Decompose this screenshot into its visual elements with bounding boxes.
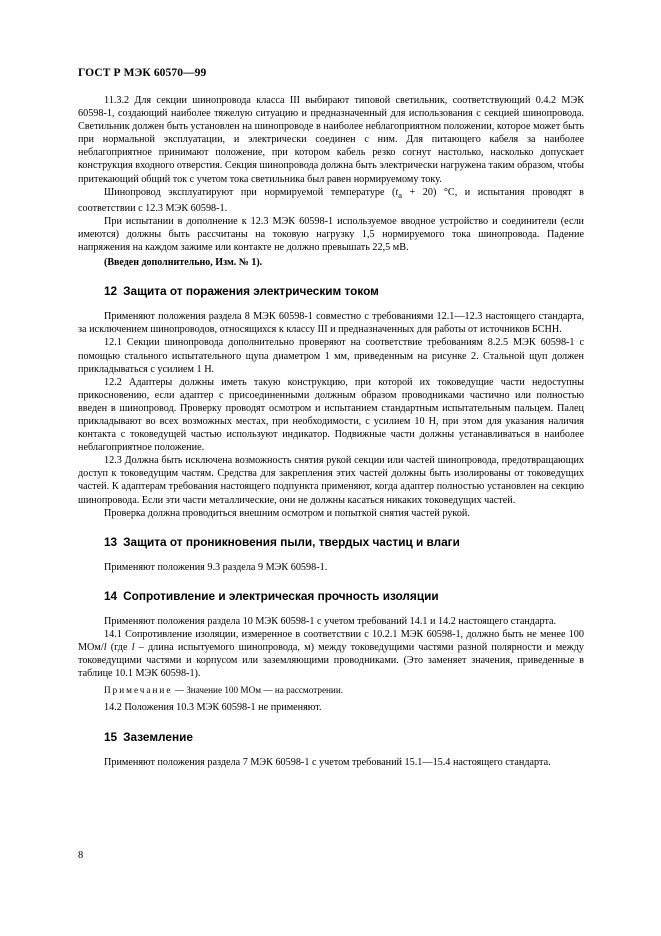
- paragraph-11-3-2-temperature: [78, 186, 584, 215]
- section-title: Защита от поражения электрическим током: [123, 284, 379, 299]
- variable-t: t: [395, 186, 399, 198]
- text-fragment: + 20) °С, и испытания проводят в соответствии с 12.3 МЭК 60598-1.: [78, 186, 584, 214]
- note-label: Примечание: [104, 685, 173, 696]
- section-title: Защита от проникновения пыли, твердых частиц и влаги: [123, 534, 460, 549]
- paragraph-12-3-check: Проверка должна проводиться внешним осмотром и попыткой снятия частей рукой.: [104, 507, 470, 519]
- paragraph-13: Применяют положения 9.3 раздела 9 МЭК 60598-1.: [104, 561, 328, 573]
- section-title: Сопротивление и электрическая прочность изоляции: [123, 588, 439, 603]
- variable-l: l: [131, 642, 135, 654]
- section-number: 15: [104, 729, 118, 744]
- page-number: 8: [78, 850, 84, 861]
- section-number: 13: [104, 534, 118, 549]
- paragraph-12-intro: Применяют положения раздела 8 МЭК 60598-1 совместно с требованиями 12.1—12.3 настоящего стандарта, за исключением шинопроводов, относящихся к классу III и предназначенных для работы от источников БСНН.: [78, 311, 584, 336]
- paragraph-12-3: 12.3 Должна быть исключена возможность снятия рукой секции или частей шинопровода, предотвращающих доступ к токоведущим частям. Средства для закрепления этих частей должны быть изолированы от токоведущих частей. К адаптерам требования настоящего подпункта применяют, когда адаптер полностью установлен на секцию шинопровода. Если эти части металлические, они не должны касаться никаких токоведущих частей.: [78, 455, 584, 506]
- paragraph-12-1: 12.1 Секции шинопровода дополнительно проверяют на соответствие требованиям 8.2.5 МЭК 60598-1 с помощью стального испытательного щупа диаметром 1 мм, приведенным на рисунке 2. Стальной щуп должен прикладываться с усилием 1 Н.: [78, 337, 584, 375]
- section-number: 14: [104, 588, 118, 603]
- paragraph-11-3-2-test: При испытании в дополнение к 12.3 МЭК 60598-1 используемое вводное устройство и соединители (если имеются) должны быть рассчитаны на токовую нагрузку 1,5 нормируемого тока шинопровода. Падение напряжения на каждом зажиме или контакте не должно превышать 22,5 мВ.: [78, 215, 584, 254]
- subscript-a: a: [398, 189, 402, 200]
- section-heading-13: [104, 535, 584, 549]
- text-fragment: Шинопровод эксплуатируют при нормируемой температуре (: [104, 186, 396, 198]
- amendment-note: (Введен дополнительно, Изм. № 1).: [104, 257, 263, 269]
- paragraph-14-1: [78, 628, 584, 680]
- note-text: — Значение 100 МОм — на рассмотрении.: [172, 685, 344, 696]
- section-title: Заземление: [123, 729, 193, 744]
- section-heading-14: [104, 589, 584, 603]
- text-fragment: (где: [106, 642, 132, 654]
- text-fragment: 14.1 Сопротивление изоляции, измеренное в соответствии с 10.2.1 МЭК 60598-1, должно быть не менее 100 МОм/: [78, 628, 584, 654]
- paragraph-14-2: 14.2 Положения 10.3 МЭК 60598-1 не применяют.: [104, 702, 322, 714]
- section-number: 12: [104, 284, 118, 299]
- section-heading-12: [104, 284, 584, 298]
- variable-l: l: [103, 642, 107, 654]
- paragraph-15: Применяют положения раздела 7 МЭК 60598-1 с учетом требований 15.1—15.4 настоящего стандарта.: [104, 756, 551, 768]
- paragraph-12-2: 12.2 Адаптеры должны иметь такую конструкцию, при которой их токоведущие части недоступны прикосновению, если адаптер с присоединенными должным образом проводниками частично или полностью введен в шинопровод. Проверку проводят осмотром и испытанием стандартным испытательным пальцем. Палец прикладывают во всех возможных местах, при необходимости, с усилием 10 Н, при этом для указания наличия контакта с токоведущей частью используют индикатор. Подвижные части должны устанавливаться в наиболее неблагоприятное положение.: [78, 376, 584, 454]
- text-fragment: – длина испытуемого шинопровода, м) между токоведущими частями разной полярности и между токоведущими частями и корпусом или заземляющими проводниками. (Это заменяет значения, приведенные в таблице 10.1 МЭК 60598-1).: [78, 642, 584, 680]
- paragraph-11-3-2: 11.3.2 Для секции шинопровода класса III выбирают типовой светильник, соответствующий 0.4.2 МЭК 60598-1, создающий наиболее тяжелую ситуацию и предназначенный для использования с секцией шинопровода. Светильник должен быть установлен на шинопроводе в наиболее неблагоприятном положении, которое может быть при нормальной эксплуатации, и электрически соединен с ним. Для питающего кабеля за наиболее неблагоприятное принимают положение, при котором кабель резко согнут настолько, насколько допускает конструкция входного отверстия. Секция шинопровода должна быть электрически нагружена таким образом, чтобы притекающий общий ток с учетом тока светильника был равен нормируемому току.: [78, 95, 584, 185]
- paragraph-14-intro: Применяют положения раздела 10 МЭК 60598-1 с учетом требований 14.1 и 14.2 настоящего стандарта.: [104, 615, 557, 627]
- section-heading-15: [104, 730, 584, 744]
- document-header: ГОСТ Р МЭК 60570—99: [78, 67, 207, 79]
- document-body: [78, 94, 584, 769]
- note-14: [78, 684, 584, 697]
